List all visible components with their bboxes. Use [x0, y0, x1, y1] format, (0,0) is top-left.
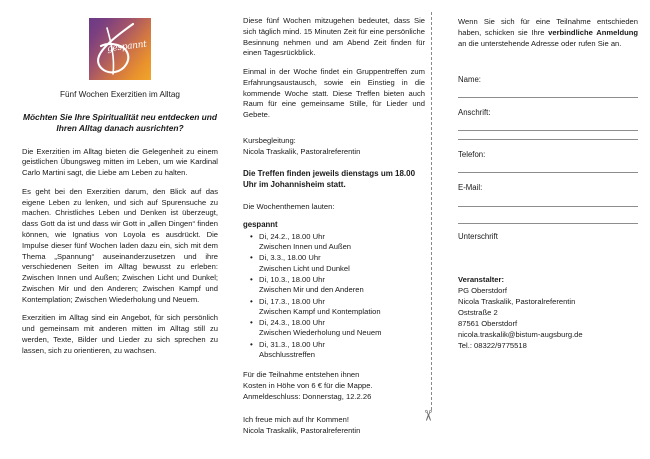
theme-keyword: gespannt	[243, 219, 278, 229]
organizer-line-1: PG Oberstdorf	[458, 285, 507, 295]
week-date: • Di, 17.3., 18.00 Uhr	[259, 296, 325, 306]
week-date: • Di, 24.2., 18.00 Uhr	[259, 231, 325, 241]
closing-signature: Nicola Traskalik, Pastoralreferentin	[243, 426, 361, 436]
field-address[interactable]	[458, 108, 638, 140]
costs-line-1: Für die Teilnahme entstehen ihnen	[243, 370, 360, 380]
list-item	[259, 253, 425, 274]
field-label-signature: Unterschrift	[458, 231, 498, 241]
organizer-title: Veranstalter:	[458, 274, 505, 284]
field-name[interactable]	[458, 75, 638, 98]
week-theme: Zwischen Wiederholung und Neuem	[259, 328, 382, 338]
field-signature[interactable]	[458, 223, 638, 242]
list-item	[259, 297, 425, 318]
meetings-note: Die Treffen finden jeweils dienstags um 18.00 Uhr im Johannisheim statt.	[243, 169, 416, 189]
week-date: • Di, 31.3., 18.00 Uhr	[259, 339, 325, 349]
registration-deadline: Anmeldeschluss: Donnerstag, 12.2.26	[243, 392, 372, 402]
page-title: Fünf Wochen Exerzitien im Alltag	[60, 90, 180, 99]
field-rule-address-2[interactable]	[458, 139, 638, 140]
guidance-person: Nicola Traskalik, Pastoralreferentin	[243, 147, 361, 157]
guidance-label: Kursbegleitung:	[243, 136, 296, 146]
week-date: • Di, 3.3., 18.00 Uhr	[259, 253, 321, 263]
column-right-registration-form	[458, 0, 638, 351]
field-label-phone: Telefon:	[458, 150, 486, 160]
intro-paragraph-3: Exerzitien im Alltag sind ein Angebot, für sich persönlich und gemeinsam mit anderen mitten im Alltag still zu werden, Texte, Bilder und Lieder zu sich sprechen zu lassen, sich zu orientieren, zu wachsen.	[22, 313, 218, 355]
form-intro-part1: Wenn Sie sich für eine Teilnahme entschieden haben, schicken sie Ihre	[458, 17, 638, 37]
week-theme: Zwischen Kampf und Kontemplation	[259, 306, 381, 316]
organizer-block	[458, 274, 638, 351]
field-rule-phone[interactable]	[458, 172, 638, 173]
weeks-list	[243, 232, 425, 361]
list-item	[259, 318, 425, 339]
week-theme: Abschlusstreffen	[259, 350, 316, 360]
week-theme: Zwischen Mir und den Anderen	[259, 285, 364, 295]
gespannt-logo-icon	[89, 18, 151, 80]
intro-paragraph-1: Die Exerzitien im Alltag bieten die Gelegenheit zu einem geistlichen Übungsweg mitten im Leben, um wie Kardinal Carlo Martini sagt, die Liebe am Leben zu halten.	[22, 146, 218, 178]
organizer-line-2: Nicola Traskalik, Pastoralreferentin	[458, 296, 576, 306]
costs-line-2: Kosten in Höhe von 6 € für die Mappe.	[243, 381, 373, 391]
column-middle	[243, 0, 425, 444]
field-rule-signature[interactable]	[458, 223, 638, 224]
form-intro-part2: an die unterstehende Adresse oder rufen Sie an.	[458, 39, 622, 48]
organizer-email[interactable]: nicola.traskalik@bistum-augsburg.de	[458, 329, 583, 339]
themes-intro: Die Wochenthemen lauten:	[243, 201, 335, 211]
form-intro	[458, 16, 638, 49]
week-theme: Zwischen Innen und Außen	[259, 241, 352, 251]
list-item	[259, 232, 425, 253]
closing-line-1: Ich freue mich auf Ihr Kommen!	[243, 415, 349, 425]
field-rule-name[interactable]	[458, 97, 638, 98]
commitment-paragraph: Diese fünf Wochen mitzugehen bedeutet, dass Sie sich täglich mind. 15 Minuten Zeit für eine persönliche Besinnung nehmen und am Abend Zeit finden für einen Tagesrückblick.	[243, 16, 425, 58]
logo-container	[22, 18, 218, 80]
list-item	[259, 275, 425, 296]
week-date: • Di, 24.3., 18.00 Uhr	[259, 318, 325, 328]
week-date: • Di, 10.3., 18.00 Uhr	[259, 274, 325, 284]
field-label-email: E-Mail:	[458, 183, 483, 193]
cut-line-divider	[431, 12, 432, 410]
scissors-icon: ✂	[418, 409, 436, 422]
field-rule-email[interactable]	[458, 206, 638, 207]
column-left	[22, 0, 218, 365]
field-email[interactable]	[458, 183, 638, 206]
field-phone[interactable]	[458, 150, 638, 173]
list-item	[259, 340, 425, 361]
intro-paragraph-2: Es geht bei den Exerzitien darum, den Blick auf das eigene Leben zu lenken, und sich auf Spurensuche zu machen. Christliches Leben und Denken ist überzeugt, dass Gott da ist und dass wir Gott in „allen Dingen“ finden können, wie Ignatius von Loyola es ausdrückt. Die Impulse dieser fünf Wochen laden dazu ein, sich mit dem Thema „Spannung“ auseinanderzusetzen und ihre verschiedenen Seiten im Alltag bewusst zu erleben: Zwischen Innen und Außen; Zwischen Licht und Dunkel; Zwischen Mir und den Anderen; Zwischen Kampf und Kontemplation; Zwischen Wiederholung und Neuem.	[22, 186, 218, 304]
logo-wordmark: gespannt	[106, 39, 148, 55]
organizer-line-3: Oststraße 2	[458, 307, 498, 317]
field-label-address: Anschrift:	[458, 108, 491, 118]
lead-question: Möchten Sie Ihre Spiritualität neu entdecken und Ihren Alltag danach ausrichten?	[22, 111, 218, 134]
field-label-name: Name:	[458, 75, 481, 84]
week-theme: Zwischen Licht und Dunkel	[259, 263, 350, 273]
field-rule-address-1[interactable]	[458, 130, 638, 131]
group-meeting-paragraph: Einmal in der Woche findet ein Gruppentreffen zum Erfahrungsaustausch, sowie ein Einstieg in die kommende Woche statt. Diese Treffen bieten auch Raum für eine gemeinsame Stille, für Lieder und Gebete.	[243, 67, 425, 120]
organizer-line-4: 87561 Oberstdorf	[458, 318, 518, 328]
form-intro-emphasis: verbindliche Anmeldung	[548, 28, 638, 37]
organizer-phone: Tel.: 08322/9775518	[458, 340, 527, 350]
